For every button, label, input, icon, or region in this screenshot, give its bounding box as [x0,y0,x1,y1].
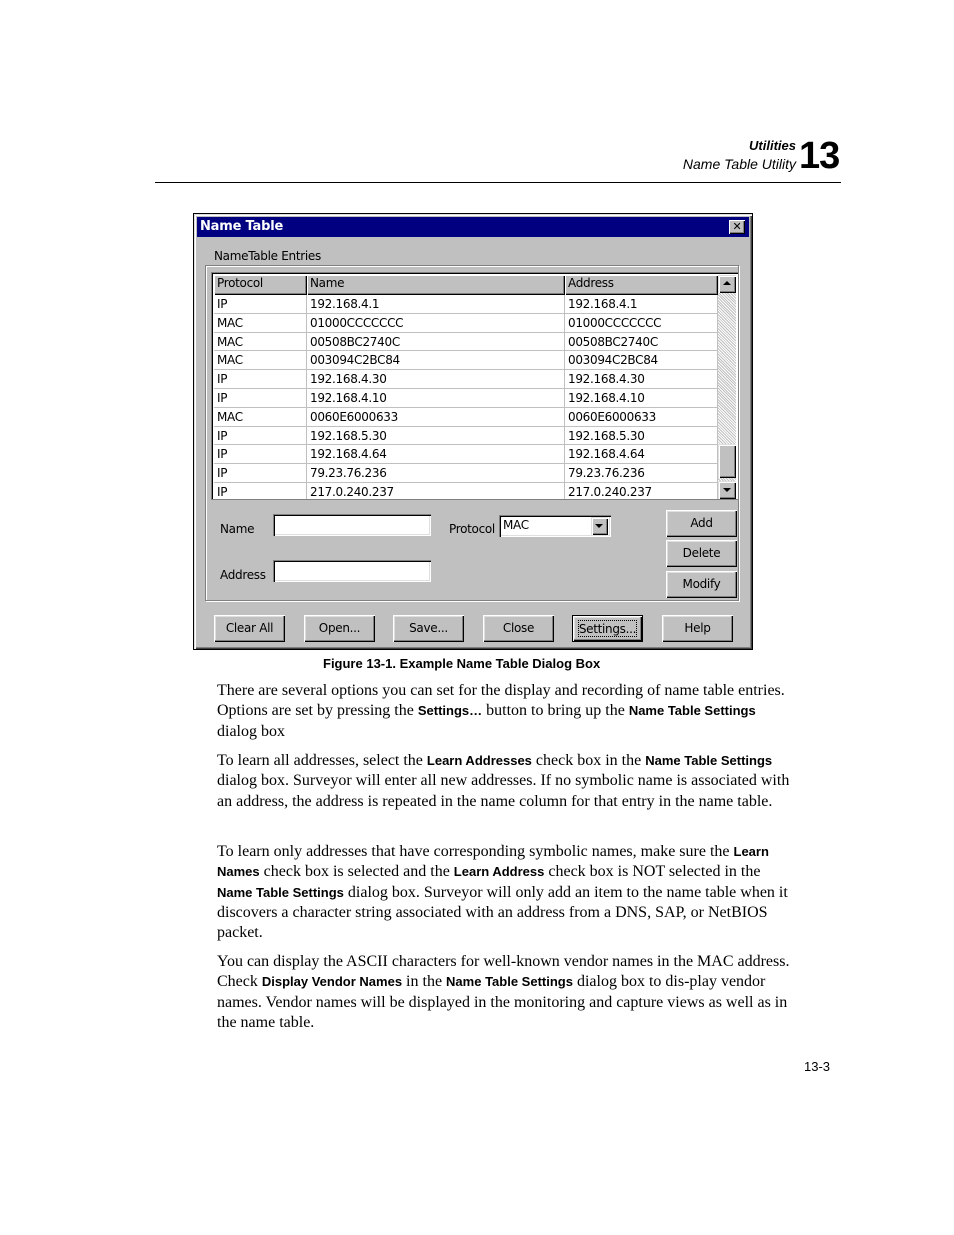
delete-button[interactable] [666,540,737,567]
text: dialog box. Surveyor will enter all new addresses. If no symbolic name is associated with an address, the address is repeated in the name column for that entry in the name table. [217,772,790,810]
cell-protocol: IP [214,464,307,483]
cell-protocol: IP [214,483,307,500]
clear-all-label: Clear All [225,621,274,635]
table-row[interactable] [214,464,718,483]
settings-label: Settings... [578,622,637,636]
address-label: Address [220,568,266,582]
ui-term: Settings… [417,703,483,719]
paragraph-learn-all [217,751,797,812]
chevron-down-icon [595,524,603,528]
dialog-title: Name Table [200,219,284,234]
table-row[interactable] [214,333,718,352]
section-title: Name Table Utility [682,156,796,172]
column-header-protocol[interactable]: Protocol [214,275,307,295]
cell-address: 00508BC2740C [565,333,718,352]
ui-term: Learn Address [453,864,545,880]
cell-address: 217.0.240.237 [565,483,718,500]
scroll-down-button[interactable] [718,481,736,499]
cell-protocol: MAC [214,408,307,427]
text: dialog box. Surveyor will only add an item to the name table when it discovers a character string associated with an address from a DNS, SAP, or NetBIOS packet. [217,883,788,942]
cell-name: 003094C2BC84 [307,351,565,370]
cell-name: 01000CCCCCCC [307,314,565,333]
header-rule [155,182,841,183]
close-button[interactable] [483,615,554,642]
table-row[interactable] [214,408,718,427]
text: There are several options you can set for the display and recording of name table entries. Options are set by pressing the [217,682,785,720]
text: You can display the ASCII characters for well-known vendor names in the MAC address. Check [217,953,790,991]
modify-button-label: Modify [682,577,721,591]
group-label: NameTable Entries [214,249,321,263]
text: check box is selected and the [259,863,454,881]
dialog-title-bar [197,217,749,237]
cell-name: 217.0.240.237 [307,483,565,500]
figure-caption: Figure 13-1. Example Name Table Dialog Box [323,656,601,671]
cell-address: 003094C2BC84 [565,351,718,370]
add-button-label: Add [690,516,713,530]
clear-all-button[interactable] [214,615,285,642]
cell-address: 192.168.4.30 [565,370,718,389]
protocol-dropdown-button[interactable] [591,517,608,535]
scroll-thumb[interactable] [718,444,736,478]
cell-name: 192.168.4.1 [307,295,565,314]
text: check box in the [531,752,646,769]
save-button[interactable] [393,615,464,642]
open-label: Open... [318,621,361,635]
list-body [214,295,718,500]
cell-protocol: MAC [214,314,307,333]
table-row[interactable] [214,483,718,500]
protocol-value: MAC [503,518,529,532]
cell-protocol: IP [214,370,307,389]
protocol-label: Protocol [449,522,495,536]
list-header [214,275,718,295]
cell-name: 192.168.4.30 [307,370,565,389]
cell-protocol: IP [214,295,307,314]
ui-term: Name Table Settings [217,884,344,900]
help-label: Help [684,621,711,635]
close-label: Close [502,621,535,635]
text: dialog box [217,722,285,740]
text: To learn all addresses, select the [217,752,427,769]
ui-term: Learn Names [217,844,769,880]
ui-term: Display Vendor Names [261,974,403,990]
chapter-title: Utilities [749,138,796,153]
name-label: Name [220,522,255,536]
vertical-scrollbar[interactable] [718,275,736,499]
cell-name: 79.23.76.236 [307,464,565,483]
cell-protocol: IP [214,445,307,464]
table-row[interactable] [214,370,718,389]
chapter-number: 13 [799,135,840,177]
cell-address: 192.168.4.64 [565,445,718,464]
modify-button[interactable] [666,571,737,598]
column-header-name[interactable]: Name [307,275,565,295]
address-input[interactable] [273,560,431,582]
paragraph-learn-names [217,842,797,943]
text: dialog box to dis-play vendor names. Vendor names will be displayed in the monitoring and capture views as well as in the name table. [217,973,788,1031]
cell-name: 192.168.4.10 [307,389,565,408]
arrow-down-icon [723,488,731,492]
table-row[interactable] [214,295,718,314]
cell-address: 192.168.4.10 [565,389,718,408]
ui-term: Name Table Settings [446,974,573,990]
cell-name: 192.168.5.30 [307,427,565,446]
name-input[interactable] [273,514,431,536]
name-table-dialog [193,213,753,650]
name-table-list[interactable] [211,272,739,500]
cell-protocol: MAC [214,333,307,352]
ui-term: Learn Addresses [426,753,532,768]
open-button[interactable] [304,615,375,642]
cell-address: 192.168.5.30 [565,427,718,446]
ui-term: Name Table Settings [628,703,756,719]
settings-button[interactable] [572,615,643,642]
text: in the [402,973,447,991]
cell-name: 0060E6000633 [307,408,565,427]
cell-protocol: MAC [214,351,307,370]
paragraph-settings [217,681,797,742]
table-row[interactable] [214,445,718,464]
table-row[interactable] [214,351,718,370]
table-row[interactable] [214,314,718,333]
close-icon[interactable]: ✕ [729,220,745,234]
table-row[interactable] [214,427,718,446]
add-button[interactable] [666,510,737,537]
text: check box is NOT selected in the [544,863,761,881]
column-header-address[interactable]: Address [565,275,718,295]
cell-address: 192.168.4.1 [565,295,718,314]
text: button to bring up the [482,702,629,720]
table-row[interactable] [214,389,718,408]
cell-protocol: IP [214,389,307,408]
ui-term: Name Table Settings [645,753,773,768]
page-number: 13-3 [804,1059,831,1074]
delete-button-label: Delete [682,546,721,560]
cell-name: 00508BC2740C [307,333,565,352]
text: To learn only addresses that have corresponding symbolic names, make sure the [217,843,734,860]
scroll-up-button[interactable] [718,275,736,293]
cell-protocol: IP [214,427,307,446]
help-button[interactable] [662,615,733,642]
paragraph-vendor-names [217,952,797,1033]
cell-address: 01000CCCCCCC [565,314,718,333]
save-label: Save... [409,621,448,635]
arrow-up-icon [723,281,731,285]
cell-address: 0060E6000633 [565,408,718,427]
cell-name: 192.168.4.64 [307,445,565,464]
cell-address: 79.23.76.236 [565,464,718,483]
